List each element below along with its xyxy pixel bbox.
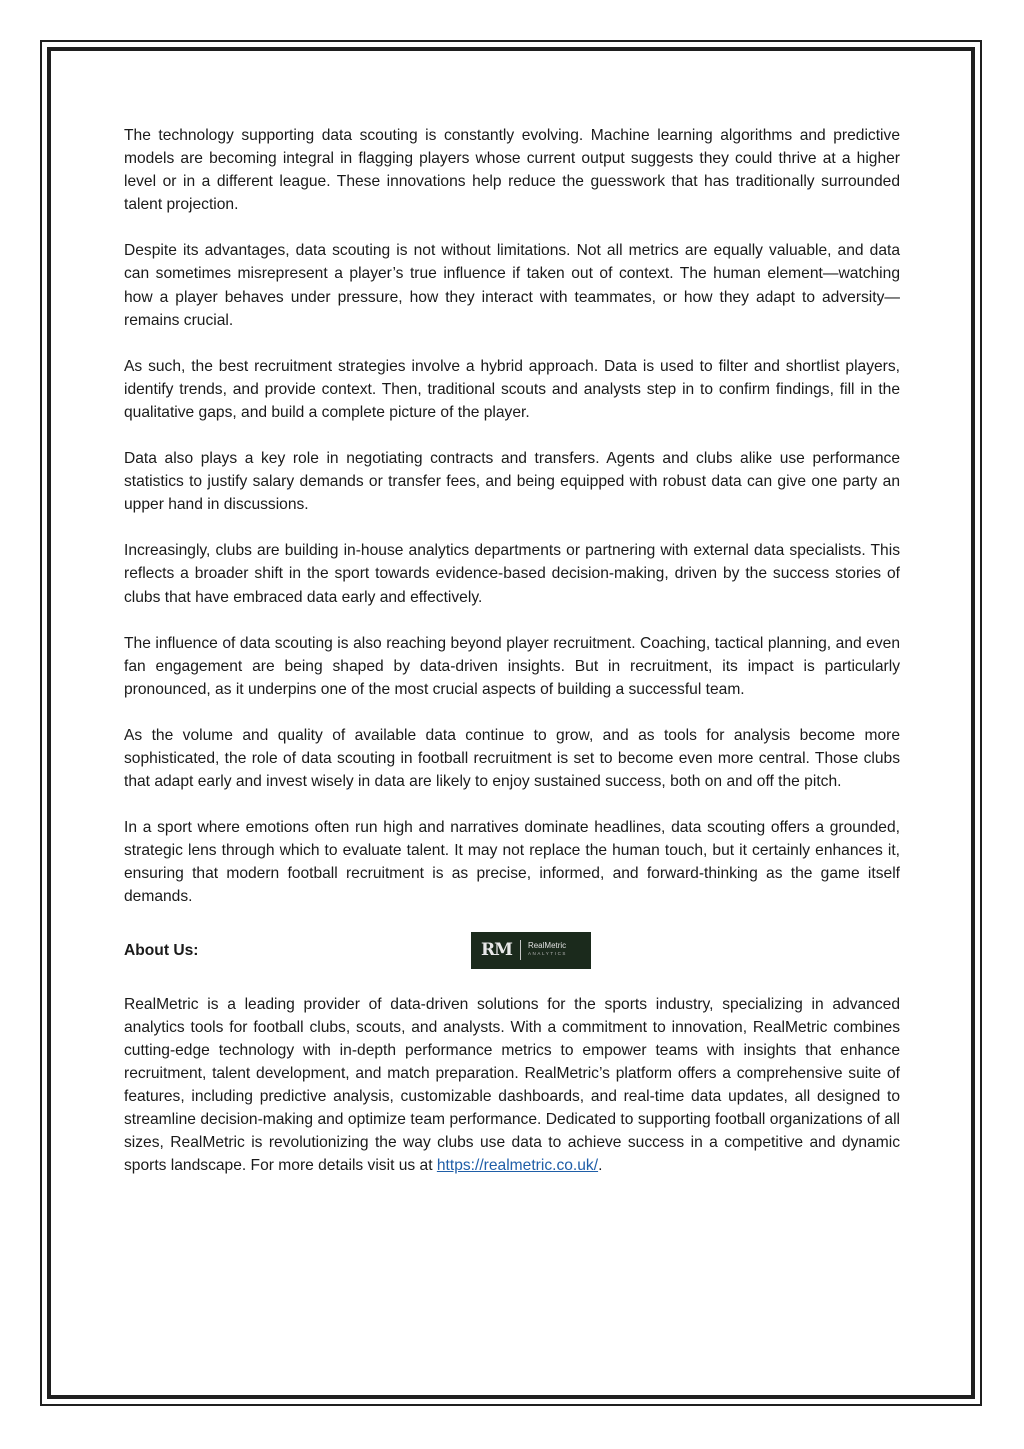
- paragraph-influence: The influence of data scouting is also reaching beyond player recruitment. Coaching, tactical planning, and even fan engagement are being shaped by data-driven insights. But in recruitment, its impact is particularly pronounced, as it underpins one of the most crucial aspects of building a successful team.: [124, 634, 900, 698]
- logo-subtitle: ANALYTICS: [527, 951, 568, 957]
- about-us-header: [124, 932, 900, 970]
- about-us-body: [124, 993, 900, 1178]
- about-us-trailing: .: [598, 1157, 603, 1175]
- paragraph-technology: The technology supporting data scouting is constantly evolving. Machine learning algorithms and predictive models are becoming integral in flagging players whose current output suggests they could thrive at a higher level or in a different league. These innovations help reduce the guesswork that has traditionally surrounded talent projection.: [124, 127, 900, 214]
- document-body: [124, 124, 900, 1200]
- logo-divider: [520, 940, 521, 960]
- paragraph-limitations: Despite its advantages, data scouting is not without limitations. Not all metrics are equally valuable, and data can sometimes misrepresent a player’s true influence if taken out of context. The human element—watching how a player behaves under pressure, how they interact with teammates, or how they adapt to adversity—remains crucial.: [124, 242, 900, 329]
- logo-mark: RM: [481, 940, 512, 961]
- about-us-text: RealMetric is a leading provider of data-driven solutions for the sports industry, specializing in advanced analytics tools for football clubs, scouts, and analysts. With a commitment to innovation, RealMetric combines cutting-edge technology with in-depth performance metrics to empower teams with insights that enhance recruitment, talent development, and match preparation. RealMetric’s platform offers a comprehensive suite of features, including predictive analysis, customizable dashboards, and real-time data updates, all designed to streamline decision-making and optimize team performance. Dedicated to supporting football organizations of all sizes, RealMetric is revolutionizing the way clubs use data to achieve success in a competitive and dynamic sports landscape. For more details visit us at: [124, 995, 900, 1175]
- paragraph-in-house-analytics: Increasingly, clubs are building in-house analytics departments or partnering with external data specialists. This reflects a broader shift in the sport towards evidence-based decision-making, driven by the success stories of clubs that have embraced data early and effectively.: [124, 542, 900, 606]
- logo-name: RealMetric: [527, 941, 567, 951]
- logo-wordmark: [528, 942, 567, 958]
- paragraph-conclusion: In a sport where emotions often run high and narratives dominate headlines, data scouting offers a grounded, strategic lens through which to evaluate talent. It may not replace the human touch, but it certainly enhances it, ensuring that modern football recruitment is as precise, informed, and forward-thinking as the game itself demands.: [124, 819, 900, 906]
- paragraph-hybrid-approach: As such, the best recruitment strategies involve a hybrid approach. Data is used to filter and shortlist players, identify trends, and provide context. Then, traditional scouts and analysts step in to confirm findings, fill in the qualitative gaps, and build a complete picture of the player.: [124, 357, 900, 421]
- about-us-heading: About Us:: [124, 941, 199, 959]
- paragraph-contracts: Data also plays a key role in negotiating contracts and transfers. Agents and clubs alike use performance statistics to justify salary demands or transfer fees, and being equipped with robust data can give one party an upper hand in discussions.: [124, 450, 900, 514]
- paragraph-volume-quality: As the volume and quality of available data continue to grow, and as tools for analysis become more sophisticated, the role of data scouting in football recruitment is set to become even more central. Those clubs that adapt early and invest wisely in data are likely to enjoy sustained success, both on and off the pitch.: [124, 726, 900, 791]
- realmetric-logo: [471, 932, 591, 969]
- website-link[interactable]: https://realmetric.co.uk/: [436, 1157, 599, 1175]
